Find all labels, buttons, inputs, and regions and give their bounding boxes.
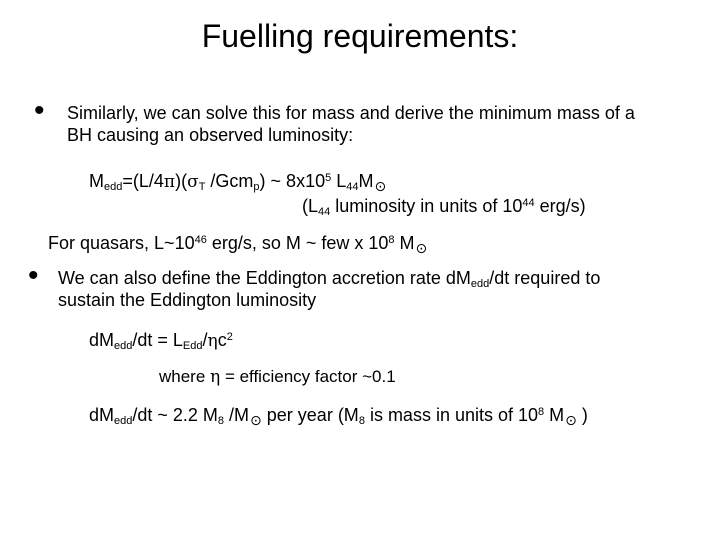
bullet1-line1: Similarly, we can solve this for mass and derive the minimum mass of a — [67, 103, 635, 123]
sun-symbol: ⊙ — [565, 413, 577, 429]
sun-symbol: ⊙ — [415, 241, 428, 257]
bullet1-line2: BH causing an observed luminosity: — [67, 125, 354, 145]
luminosity-units-note: ($L_{44}$ luminosity in units of $10^{44}$ erg/s) — [302, 196, 586, 218]
slide-title: Fuelling requirements: — [201, 18, 519, 54]
bullet2-line2: sustain the Eddington luminosity — [58, 290, 317, 310]
accretion-rate-equation: $dM_{edd}/dt = L_{Edd}/\eta c^2$ — [89, 330, 233, 352]
efficiency-factor-line: where η = efficiency factor ~0.1 — [159, 367, 396, 387]
bullet-dot: • — [34, 94, 45, 127]
quasar-line: For quasars, $L\sim 10^{46}$ erg/s, so M ~ few x $10^8$ $M_⊙$ — [48, 233, 428, 257]
sun-symbol: ⊙ — [374, 179, 387, 195]
eddington-mass-equation: $M_{edd}=(L/4\pi)(\sigma_T$ /Gcm$_p$) ~ $8x10^5$ $L_{44}M_⊙$ — [89, 171, 387, 195]
bullet-dot: • — [28, 259, 39, 292]
accretion-rate-estimate: $dM_{edd}/dt$ ~ 2.2 $M_8$ $/M_⊙$ per year ($M_8$ is mass in units of $10^8$ $M_⊙$ ) — [89, 405, 588, 429]
bullet2-line1: We can also define the Eddington accretion rate $dM_{edd}/dt$ required to — [58, 268, 601, 290]
sun-symbol: ⊙ — [250, 413, 262, 429]
